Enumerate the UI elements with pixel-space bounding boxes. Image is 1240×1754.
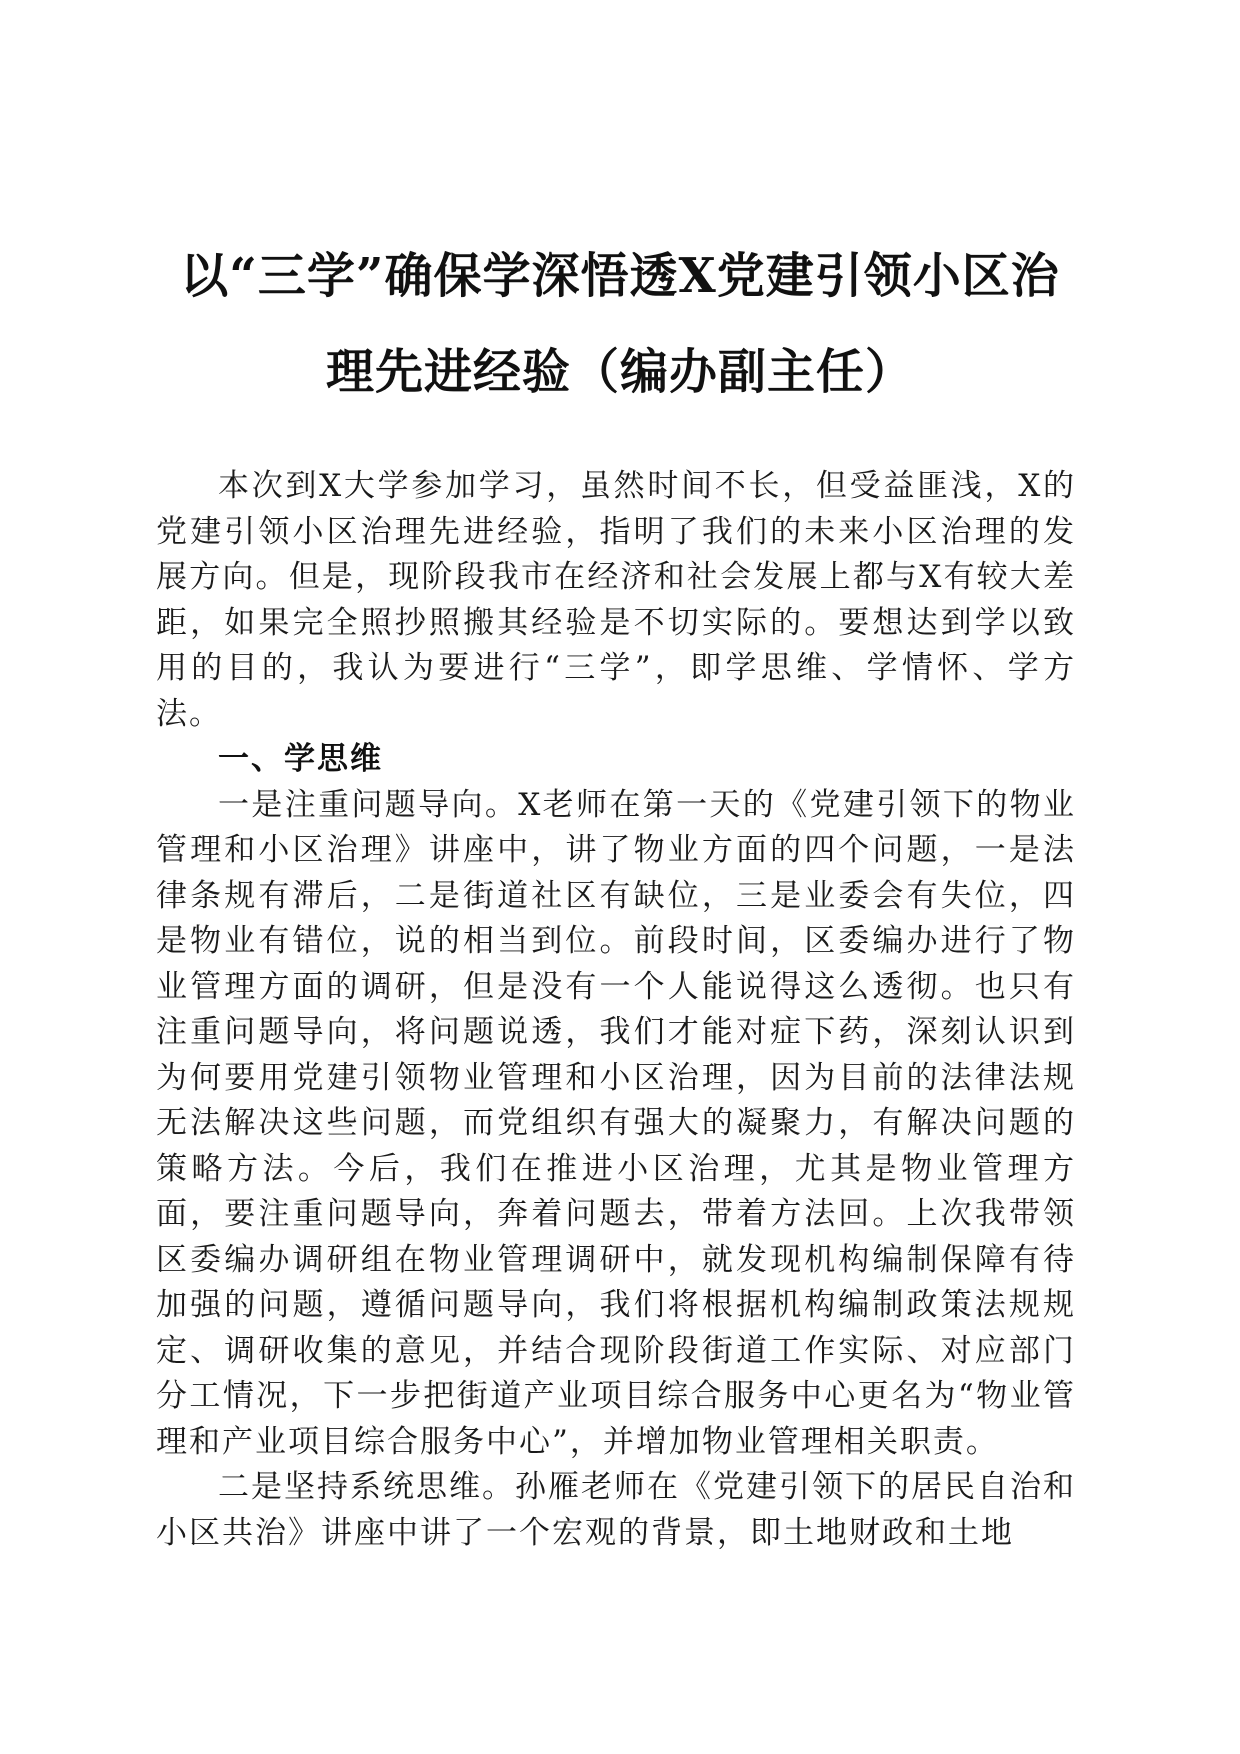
document-title	[155, 228, 1085, 420]
title-line-2: 理先进经验（编办副主任）	[325, 344, 914, 400]
document-body	[156, 464, 1076, 1556]
body-paragraph-systems-thinking: 二是坚持系统思维。孙雁老师在《党建引领下的居民自治和小区共治》讲座中讲了一个宏观的背景，即土地财政和土地	[156, 1469, 1076, 1551]
body-paragraph-problem-orientation: 一是注重问题导向。X老师在第一天的《党建引领下的物业管理和小区治理》讲座中，讲了物业方面的四个问题，一是法律条规有滞后，二是街道社区有缺位，三是业委会有失位，四是物业有错位，说的相当到位。前段时间，区委编办进行了物业管理方面的调研，但是没有一个人能说得这么透彻。也只有注重问题导向，将问题说透，我们才能对症下药，深刻认识到为何要用党建引领物业管理和小区治理，因为目前的法律法规无法解决这些问题，而党组织有强大的凝聚力，有解决问题的策略方法。今后，我们在推进小区治理，尤其是物业管理方面，要注重问题导向，奔着问题去，带着方法回。上次我带领区委编办调研组在物业管理调研中，就发现机构编制保障有待加强的问题，遵循问题导向，我们将根据机构编制政策法规规定、调研收集的意见，并结合现阶段街道工作实际、对应部门分工情况，下一步把街道产业项目综合服务中心更名为“物业管理和产业项目综合服务中心”，并增加物业管理相关职责。	[156, 786, 1076, 1460]
title-line-1: 以“三学”确保学深悟透X党建引领小区治	[180, 248, 1060, 304]
intro-paragraph: 本次到X大学参加学习，虽然时间不长，但受益匪浅，X的党建引领小区治理先进经验，指明了我们的未来小区治理的发展方向。但是，现阶段我市在经济和社会发展上都与X有较大差距，如果完全照抄照搬其经验是不切实际的。要想达到学以致用的目的，我认为要进行“三学”，即学思维、学情怀、学方法。	[156, 468, 1076, 732]
section-heading: 一、学思维	[218, 741, 383, 777]
